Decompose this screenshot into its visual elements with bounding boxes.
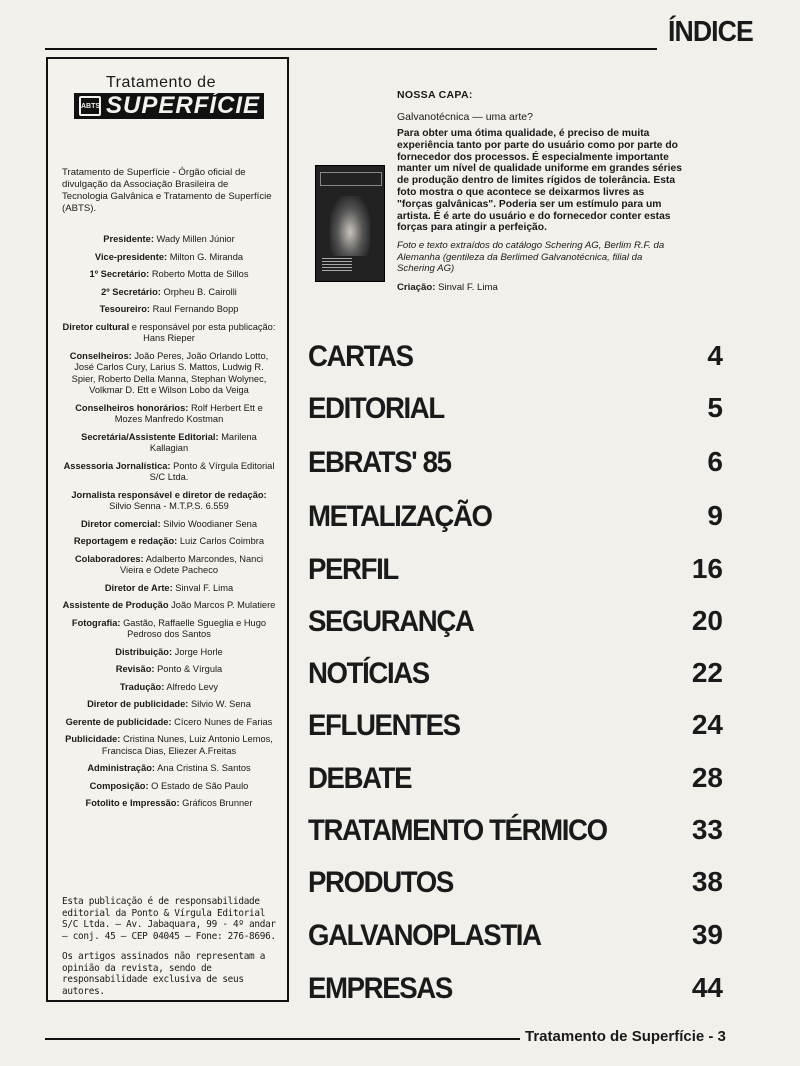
toc-entry[interactable]: [308, 919, 723, 959]
staff-entry: [62, 781, 276, 793]
staff-entry: [62, 403, 276, 426]
toc-page-number: 20: [691, 605, 723, 636]
staff-entry: [62, 664, 276, 676]
toc-label: CARTAS: [308, 340, 413, 373]
staff-entry: [62, 432, 276, 455]
toc-label: TRATAMENTO TÉRMICO: [308, 814, 607, 847]
cover-credit: Foto e texto extraídos do catálogo Schering AG, Berlim R.F. da Alemanha (gentileza da Berlimed Galvanotécnica, filial da Schering AG): [397, 240, 665, 274]
toc-label: NOTÍCIAS: [308, 657, 429, 690]
logo-word: SUPERFÍCIE: [106, 92, 261, 119]
staff-name: Jorge Horle: [174, 646, 223, 657]
cover-text: Para obter uma ótima qualidade, é preciso de muita experiência tanto por parte do usuário como por parte do fornecedor dos processos. É especialmente importante manter um nível de qualidade uniforme em grandes séries de produção dentro de limites rígidos de tolerância. Esta foto mostra o que acontece se deixarmos livres as "forças galvânicas". Poderia ser um estímulo para um artista. É é arte do usuário e do fornecedor conter estas forças para atingir a perfeição.: [397, 128, 682, 234]
toc-page-number: 28: [691, 762, 723, 793]
publisher-note: Esta publicação é de responsabilidade editorial da Ponto & Vírgula Editorial S/C Ltda. — Av. Jabaquara, 99 - 4º andar — conj. 45 — CEP 04045 — Fone: 276-8696.: [62, 896, 276, 942]
staff-entry: [62, 351, 276, 397]
staff-role: Diretor cultural: [62, 321, 130, 332]
staff-role: Assessoria Jornalística:: [63, 460, 171, 471]
staff-name: Rolf Herbert Ett e Mozes Manfredo Kostman: [114, 402, 263, 424]
toc-page-number: 5: [707, 392, 723, 423]
staff-role: Gerente de publicidade:: [65, 716, 172, 727]
staff-entry: [62, 682, 276, 694]
cover-subheading: Galvanotécnica — uma arte?: [397, 111, 533, 123]
staff-name: João Marcos P. Mulatiere: [171, 600, 276, 610]
staff-role: Revisão:: [115, 664, 155, 674]
staff-entry: [62, 490, 276, 513]
toc-entry[interactable]: [308, 709, 723, 749]
creation-label: Criação:: [397, 282, 436, 294]
toc-entry[interactable]: [308, 392, 723, 432]
staff-name: Adalberto Marcondes, Nanci Vieira e Odete Pacheco: [119, 553, 264, 575]
staff-name: Roberto Motta de Sillos: [151, 269, 249, 279]
staff-name: João Peres, João Orlando Lotto, José Carlos Cury, Larius S. Mattos, Ludwig R. Spier, Roberto Della Manna, Stephan Wolynec, Volkmar D. Ett e Wilson Lobo da Veiga: [71, 350, 269, 395]
toc-label: METALIZAÇÃO: [308, 500, 492, 533]
staff-entry: [62, 647, 276, 659]
staff-name: Luiz Carlos Coimbra: [179, 536, 265, 546]
toc-label: GALVANOPLASTIA: [308, 919, 541, 952]
staff-name: Silvio W. Sena: [190, 699, 251, 709]
staff-entry: [62, 554, 276, 577]
page-footer: Tratamento de Superfície - 3: [525, 1028, 726, 1045]
logo-top-text: Tratamento de: [106, 74, 216, 91]
toc-label: DEBATE: [308, 762, 412, 795]
staff-role: Administração:: [87, 763, 156, 773]
cover-heading: NOSSA CAPA:: [397, 89, 473, 101]
staff-name: Silvio Senna - M.T.P.S. 6.559: [109, 501, 229, 511]
staff-entry: [62, 287, 276, 299]
staff-entry: [62, 519, 276, 531]
toc-entry[interactable]: [308, 814, 723, 854]
staff-role: Publicidade:: [65, 734, 121, 744]
staff-entry: [62, 699, 276, 711]
toc-page-number: 22: [691, 657, 723, 688]
staff-list: [62, 234, 276, 816]
staff-entry: [62, 717, 276, 729]
staff-name: Wady Millen Júnior: [156, 234, 235, 244]
staff-entry: [62, 269, 276, 281]
staff-role: Reportagem e redação:: [73, 536, 178, 546]
staff-entry: [62, 798, 276, 810]
toc-page-number: 9: [707, 500, 723, 531]
staff-entry: [62, 536, 276, 548]
toc-page-number: 24: [691, 709, 723, 740]
cover-creation: [397, 282, 682, 293]
staff-role: Diretor comercial:: [80, 518, 161, 529]
cover-description: [397, 89, 682, 293]
toc-entry[interactable]: [308, 553, 723, 593]
toc-entry[interactable]: [308, 500, 723, 540]
toc-page-number: 4: [707, 340, 723, 371]
staff-name: Milton G. Miranda: [169, 251, 244, 262]
staff-role: 1º Secretário:: [89, 269, 150, 279]
staff-entry: [62, 734, 276, 757]
staff-entry: [62, 322, 276, 345]
staff-role: Secretária/Assistente Editorial:: [81, 431, 219, 442]
page-title: ÍNDICE: [668, 16, 753, 48]
toc-entry[interactable]: [308, 605, 723, 645]
staff-entry: [62, 600, 276, 612]
staff-name: Cícero Nunes de Farias: [174, 716, 273, 727]
staff-role: Colaboradores:: [74, 553, 144, 564]
staff-name: Marilena Kallagian: [149, 431, 257, 453]
abts-badge-icon: ABTS: [79, 96, 101, 116]
masthead-intro: Tratamento de Superfície - Órgão oficial de divulgação da Associação Brasileira de Tecnologia Galvânica e Tratamento de Superfície (ABTS).: [62, 167, 272, 214]
toc-entry[interactable]: [308, 340, 723, 380]
toc-label: EFLUENTES: [308, 709, 460, 742]
toc-entry[interactable]: [308, 972, 723, 1012]
staff-name: Sinval F. Lima: [175, 582, 234, 593]
toc-entry[interactable]: [308, 866, 723, 906]
staff-name: Ponto & Vírgula: [157, 664, 223, 674]
staff-role: Fotografia:: [71, 617, 121, 628]
staff-role: Diretor de Arte:: [104, 582, 173, 593]
staff-role: Fotolito e Impressão:: [85, 798, 180, 808]
cover-thumbnail: [315, 165, 385, 282]
staff-role: Diretor de publicidade:: [87, 699, 189, 709]
staff-role: Presidente:: [103, 234, 154, 244]
staff-role: Conselheiros:: [69, 350, 132, 361]
staff-role: Conselheiros honorários:: [75, 402, 189, 413]
staff-name: Cristina Nunes, Luiz Antonio Lemos, Francisca Dias, Eliezer A.Freitas: [101, 734, 273, 756]
magazine-logo: [74, 74, 264, 124]
toc-entry[interactable]: [308, 657, 723, 697]
staff-name: Silvio Woodianer Sena: [163, 518, 258, 529]
creation-name: Sinval F. Lima: [438, 282, 498, 294]
staff-entry: [62, 252, 276, 264]
staff-role: Tradução:: [119, 681, 165, 692]
toc-label: EMPRESAS: [308, 972, 452, 1005]
toc-label: PERFIL: [308, 553, 398, 586]
staff-name: Gastão, Raffaelle Sgueglia e Hugo Pedroso dos Santos: [123, 617, 267, 639]
toc-entry[interactable]: [308, 446, 723, 486]
toc-page-number: 33: [691, 814, 723, 845]
staff-role: Tesoureiro:: [99, 304, 151, 314]
staff-role: Distribuição:: [115, 646, 173, 657]
staff-name: Ponto & Vírgula Editorial S/C Ltda.: [149, 460, 275, 482]
toc-page-number: 39: [691, 919, 723, 950]
toc-entry[interactable]: [308, 762, 723, 802]
bottom-rule: [45, 1038, 520, 1040]
toc-label: EBRATS' 85: [308, 446, 451, 479]
staff-role: Composição:: [89, 780, 149, 791]
staff-role: 2º Secretário:: [101, 286, 161, 297]
disclaimer-note: Os artigos assinados não representam a opinião da revista, sendo de responsabilidade exclusiva de seus autores.: [62, 951, 266, 997]
staff-entry: [62, 763, 276, 775]
staff-name: Orpheu B. Cairolli: [163, 286, 237, 297]
toc-page-number: 38: [691, 866, 723, 897]
staff-name: e responsável por esta publicação: Hans Rieper: [131, 321, 276, 343]
toc-label: PRODUTOS: [308, 866, 453, 899]
staff-entry: [62, 461, 276, 484]
staff-entry: [62, 304, 276, 316]
masthead-footer: [62, 896, 276, 1006]
toc-label: EDITORIAL: [308, 392, 444, 425]
toc-page-number: 16: [691, 553, 723, 584]
top-rule: [45, 48, 657, 50]
staff-role: Assistente de Produção: [62, 600, 169, 610]
staff-entry: [62, 618, 276, 641]
staff-entry: [62, 583, 276, 595]
toc-page-number: 6: [707, 446, 723, 477]
staff-entry: [62, 234, 276, 246]
toc-label: SEGURANÇA: [308, 605, 474, 638]
logo-bar: [74, 93, 264, 119]
staff-role: Vice-presidente:: [94, 251, 168, 262]
staff-name: Gráficos Brunner: [182, 798, 253, 808]
staff-name: O Estado de São Paulo: [151, 780, 249, 791]
staff-name: Alfredo Levy: [166, 681, 219, 692]
masthead-box: [46, 57, 289, 1002]
staff-role: Jornalista responsável e diretor de redação:: [71, 489, 267, 500]
staff-name: Ana Cristina S. Santos: [157, 763, 251, 773]
staff-name: Raul Fernando Bopp: [152, 304, 239, 314]
toc-page-number: 44: [691, 972, 723, 1003]
